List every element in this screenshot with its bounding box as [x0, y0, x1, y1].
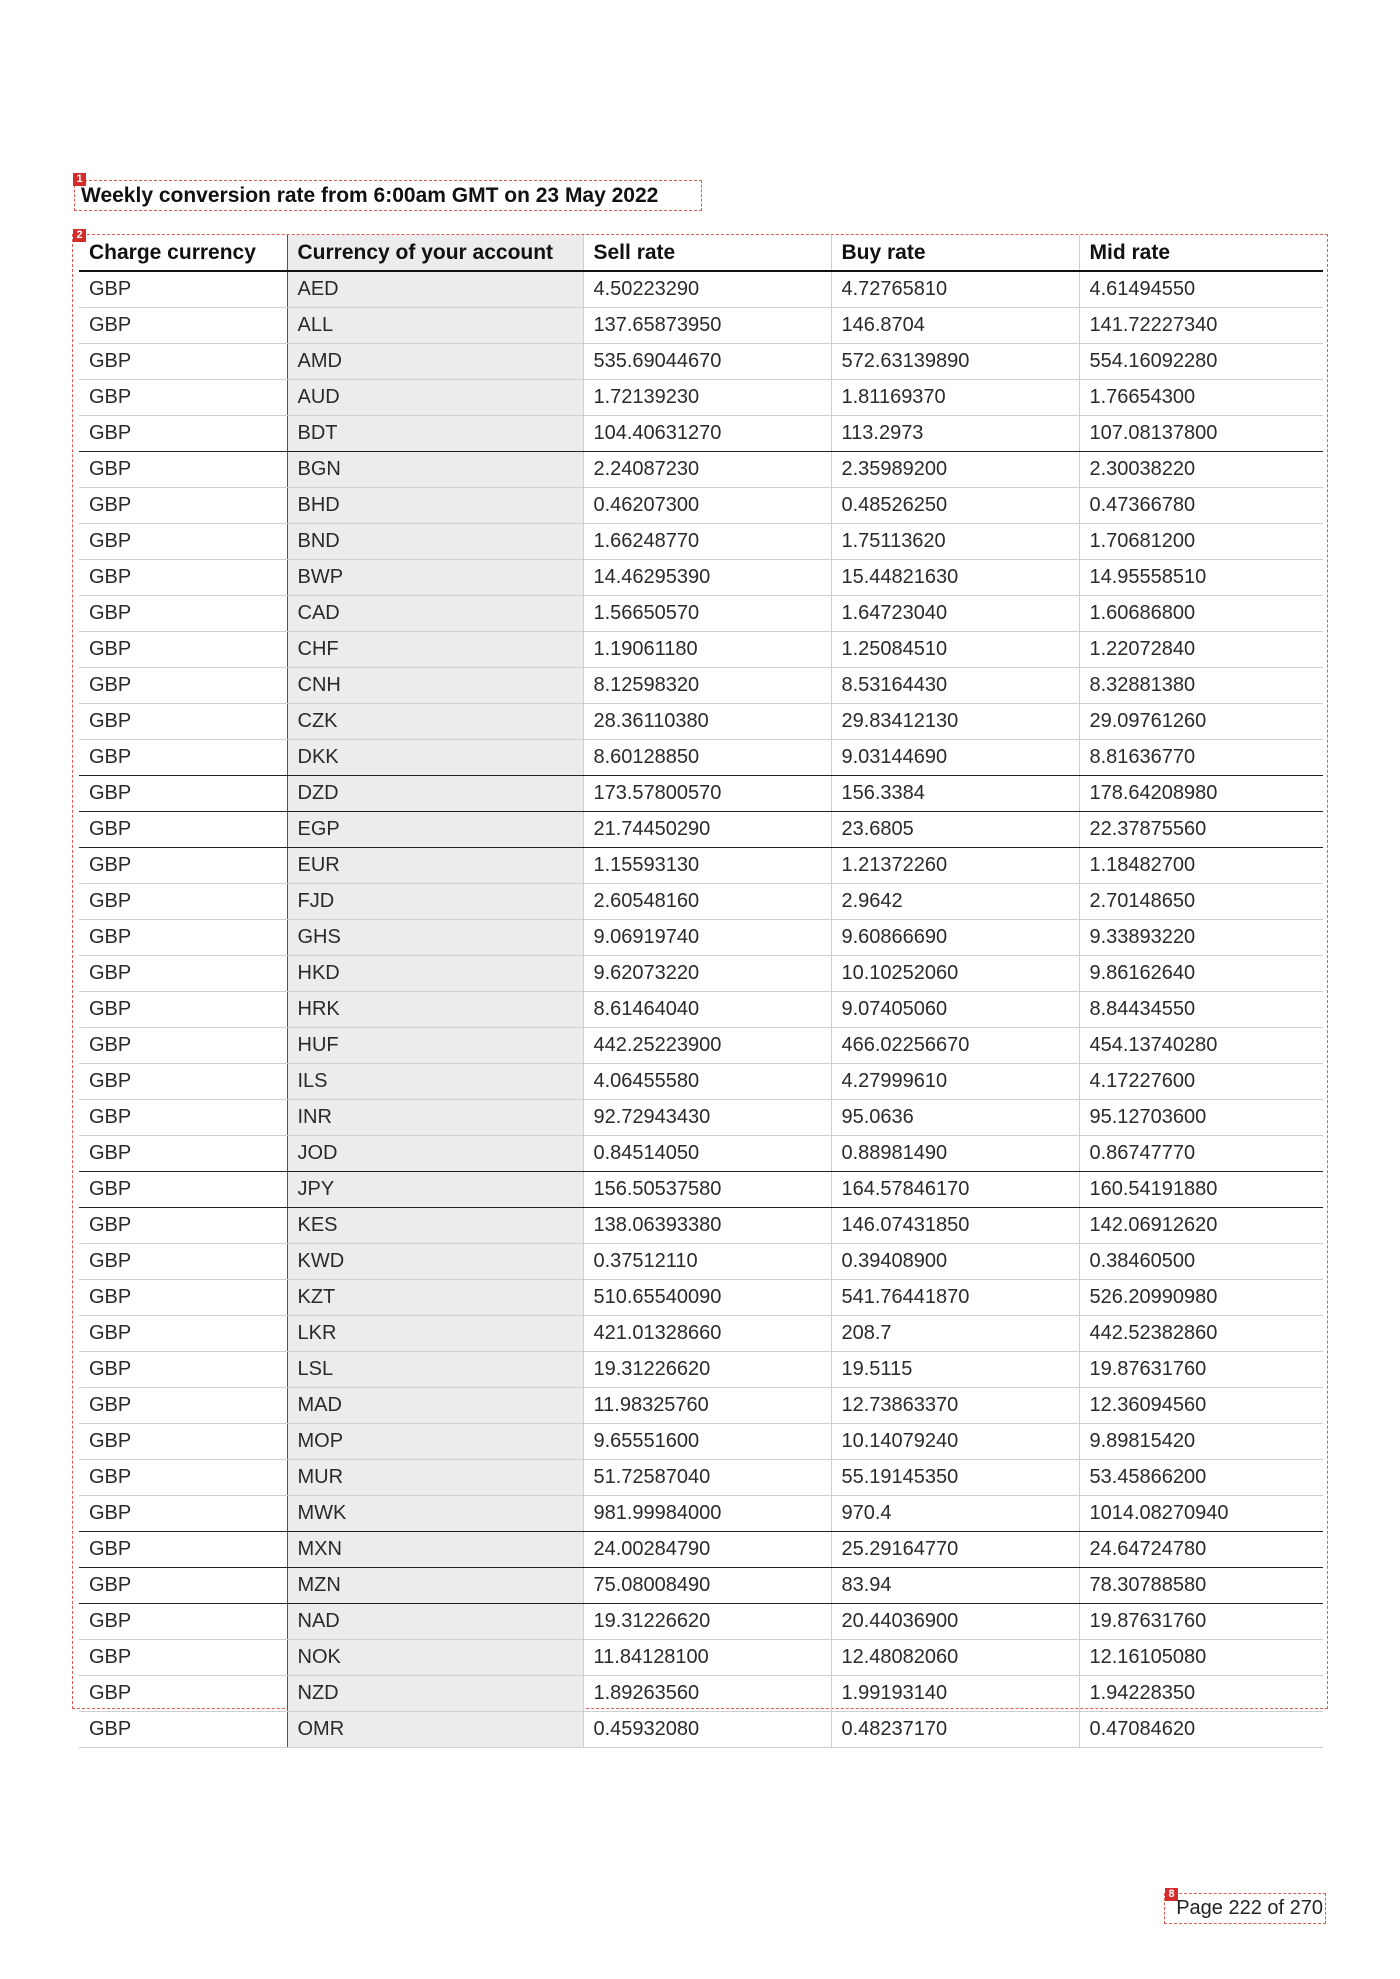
cell-mid-rate: 12.36094560 [1079, 1388, 1323, 1424]
cell-sell-rate: 173.57800570 [583, 776, 831, 812]
cell-account-currency: NAD [287, 1604, 583, 1640]
cell-buy-rate: 10.14079240 [831, 1424, 1079, 1460]
cell-account-currency: CZK [287, 704, 583, 740]
cell-buy-rate: 572.63139890 [831, 344, 1079, 380]
cell-sell-rate: 1.15593130 [583, 848, 831, 884]
cell-mid-rate: 554.16092280 [1079, 344, 1323, 380]
cell-buy-rate: 10.10252060 [831, 956, 1079, 992]
table-row [79, 1496, 1323, 1532]
table-row [79, 1568, 1323, 1604]
table-row [79, 992, 1323, 1028]
cell-buy-rate: 1.25084510 [831, 632, 1079, 668]
table-row [79, 1352, 1323, 1388]
cell-mid-rate: 1.22072840 [1079, 632, 1323, 668]
cell-mid-rate: 8.32881380 [1079, 668, 1323, 704]
cell-sell-rate: 0.45932080 [583, 1712, 831, 1748]
table-row [79, 308, 1323, 344]
cell-buy-rate: 12.48082060 [831, 1640, 1079, 1676]
cell-charge-currency: GBP [79, 1028, 287, 1064]
cell-sell-rate: 2.60548160 [583, 884, 831, 920]
cell-account-currency: CNH [287, 668, 583, 704]
cell-mid-rate: 95.12703600 [1079, 1100, 1323, 1136]
cell-charge-currency: GBP [79, 1280, 287, 1316]
cell-charge-currency: GBP [79, 1640, 287, 1676]
cell-account-currency: LSL [287, 1352, 583, 1388]
table-row [79, 1424, 1323, 1460]
table-row [79, 1208, 1323, 1244]
cell-buy-rate: 208.7 [831, 1316, 1079, 1352]
cell-account-currency: BWP [287, 560, 583, 596]
cell-account-currency: AED [287, 271, 583, 308]
cell-charge-currency: GBP [79, 1316, 287, 1352]
cell-account-currency: MOP [287, 1424, 583, 1460]
cell-sell-rate: 75.08008490 [583, 1568, 831, 1604]
cell-buy-rate: 95.0636 [831, 1100, 1079, 1136]
cell-buy-rate: 19.5115 [831, 1352, 1079, 1388]
cell-buy-rate: 113.2973 [831, 416, 1079, 452]
region-marker-8: 8 [1165, 1888, 1178, 1901]
cell-sell-rate: 442.25223900 [583, 1028, 831, 1064]
cell-sell-rate: 4.06455580 [583, 1064, 831, 1100]
table-row [79, 416, 1323, 452]
cell-mid-rate: 178.64208980 [1079, 776, 1323, 812]
table-row [79, 740, 1323, 776]
cell-account-currency: KWD [287, 1244, 583, 1280]
cell-buy-rate: 146.8704 [831, 308, 1079, 344]
cell-charge-currency: GBP [79, 524, 287, 560]
table-row [79, 560, 1323, 596]
cell-buy-rate: 20.44036900 [831, 1604, 1079, 1640]
table-row [79, 1028, 1323, 1064]
cell-charge-currency: GBP [79, 1604, 287, 1640]
cell-sell-rate: 8.61464040 [583, 992, 831, 1028]
cell-charge-currency: GBP [79, 848, 287, 884]
cell-account-currency: EGP [287, 812, 583, 848]
cell-mid-rate: 107.08137800 [1079, 416, 1323, 452]
cell-charge-currency: GBP [79, 1064, 287, 1100]
cell-charge-currency: GBP [79, 992, 287, 1028]
cell-buy-rate: 29.83412130 [831, 704, 1079, 740]
cell-charge-currency: GBP [79, 632, 287, 668]
table-row [79, 271, 1323, 308]
cell-account-currency: FJD [287, 884, 583, 920]
cell-buy-rate: 15.44821630 [831, 560, 1079, 596]
cell-buy-rate: 55.19145350 [831, 1460, 1079, 1496]
cell-mid-rate: 22.37875560 [1079, 812, 1323, 848]
table-row [79, 344, 1323, 380]
cell-charge-currency: GBP [79, 416, 287, 452]
table-header-row [79, 235, 1323, 271]
table-row [79, 1280, 1323, 1316]
table-row [79, 1460, 1323, 1496]
cell-mid-rate: 141.72227340 [1079, 308, 1323, 344]
cell-charge-currency: GBP [79, 1244, 287, 1280]
table-row [79, 524, 1323, 560]
table-row [79, 1604, 1323, 1640]
cell-buy-rate: 2.9642 [831, 884, 1079, 920]
cell-account-currency: MWK [287, 1496, 583, 1532]
page-title: Weekly conversion rate from 6:00am GMT on 23 May 2022 [81, 184, 659, 207]
page-number: Page 222 of 270 [1176, 1897, 1323, 1919]
cell-charge-currency: GBP [79, 1172, 287, 1208]
table-row [79, 596, 1323, 632]
cell-buy-rate: 9.07405060 [831, 992, 1079, 1028]
cell-mid-rate: 19.87631760 [1079, 1604, 1323, 1640]
cell-sell-rate: 51.72587040 [583, 1460, 831, 1496]
cell-buy-rate: 1.75113620 [831, 524, 1079, 560]
cell-buy-rate: 1.21372260 [831, 848, 1079, 884]
cell-mid-rate: 1.18482700 [1079, 848, 1323, 884]
cell-charge-currency: GBP [79, 704, 287, 740]
cell-sell-rate: 535.69044670 [583, 344, 831, 380]
cell-charge-currency: GBP [79, 452, 287, 488]
cell-buy-rate: 9.03144690 [831, 740, 1079, 776]
cell-sell-rate: 0.46207300 [583, 488, 831, 524]
header-sell-rate: Sell rate [583, 235, 831, 271]
cell-sell-rate: 19.31226620 [583, 1604, 831, 1640]
cell-mid-rate: 19.87631760 [1079, 1352, 1323, 1388]
cell-mid-rate: 2.30038220 [1079, 452, 1323, 488]
cell-buy-rate: 8.53164430 [831, 668, 1079, 704]
cell-account-currency: CAD [287, 596, 583, 632]
cell-mid-rate: 78.30788580 [1079, 1568, 1323, 1604]
cell-mid-rate: 1.70681200 [1079, 524, 1323, 560]
table-row [79, 1712, 1323, 1748]
table-row [79, 632, 1323, 668]
region-marker-1: 1 [73, 173, 86, 186]
cell-sell-rate: 137.65873950 [583, 308, 831, 344]
cell-sell-rate: 1.19061180 [583, 632, 831, 668]
table-row [79, 452, 1323, 488]
table-row [79, 704, 1323, 740]
cell-buy-rate: 4.27999610 [831, 1064, 1079, 1100]
cell-account-currency: NZD [287, 1676, 583, 1712]
cell-mid-rate: 14.95558510 [1079, 560, 1323, 596]
cell-buy-rate: 25.29164770 [831, 1532, 1079, 1568]
table-row [79, 1640, 1323, 1676]
table-row [79, 1244, 1323, 1280]
cell-sell-rate: 421.01328660 [583, 1316, 831, 1352]
cell-buy-rate: 164.57846170 [831, 1172, 1079, 1208]
cell-sell-rate: 9.06919740 [583, 920, 831, 956]
table-row [79, 380, 1323, 416]
table-row [79, 776, 1323, 812]
cell-charge-currency: GBP [79, 740, 287, 776]
cell-charge-currency: GBP [79, 1100, 287, 1136]
cell-account-currency: OMR [287, 1712, 583, 1748]
cell-account-currency: BGN [287, 452, 583, 488]
cell-mid-rate: 0.38460500 [1079, 1244, 1323, 1280]
cell-sell-rate: 0.37512110 [583, 1244, 831, 1280]
cell-account-currency: KES [287, 1208, 583, 1244]
cell-charge-currency: GBP [79, 1568, 287, 1604]
cell-mid-rate: 160.54191880 [1079, 1172, 1323, 1208]
cell-buy-rate: 1.81169370 [831, 380, 1079, 416]
cell-sell-rate: 1.56650570 [583, 596, 831, 632]
cell-mid-rate: 24.64724780 [1079, 1532, 1323, 1568]
cell-account-currency: GHS [287, 920, 583, 956]
cell-charge-currency: GBP [79, 308, 287, 344]
cell-buy-rate: 1.99193140 [831, 1676, 1079, 1712]
table-row [79, 1064, 1323, 1100]
table-row [79, 1532, 1323, 1568]
cell-charge-currency: GBP [79, 812, 287, 848]
cell-account-currency: JOD [287, 1136, 583, 1172]
title-region [74, 173, 702, 211]
table-row [79, 1172, 1323, 1208]
cell-account-currency: CHF [287, 632, 583, 668]
cell-sell-rate: 8.12598320 [583, 668, 831, 704]
cell-charge-currency: GBP [79, 1532, 287, 1568]
cell-charge-currency: GBP [79, 596, 287, 632]
cell-charge-currency: GBP [79, 1676, 287, 1712]
cell-charge-currency: GBP [79, 776, 287, 812]
cell-account-currency: DZD [287, 776, 583, 812]
cell-sell-rate: 1.66248770 [583, 524, 831, 560]
cell-sell-rate: 1.89263560 [583, 1676, 831, 1712]
cell-account-currency: ALL [287, 308, 583, 344]
cell-buy-rate: 156.3384 [831, 776, 1079, 812]
cell-account-currency: HRK [287, 992, 583, 1028]
cell-sell-rate: 8.60128850 [583, 740, 831, 776]
cell-mid-rate: 9.33893220 [1079, 920, 1323, 956]
cell-charge-currency: GBP [79, 884, 287, 920]
cell-buy-rate: 23.6805 [831, 812, 1079, 848]
cell-mid-rate: 1.94228350 [1079, 1676, 1323, 1712]
cell-buy-rate: 541.76441870 [831, 1280, 1079, 1316]
cell-sell-rate: 11.98325760 [583, 1388, 831, 1424]
cell-charge-currency: GBP [79, 271, 287, 308]
cell-buy-rate: 970.4 [831, 1496, 1079, 1532]
cell-account-currency: KZT [287, 1280, 583, 1316]
cell-mid-rate: 526.20990980 [1079, 1280, 1323, 1316]
cell-sell-rate: 1.72139230 [583, 380, 831, 416]
cell-sell-rate: 19.31226620 [583, 1352, 831, 1388]
table-row [79, 812, 1323, 848]
cell-sell-rate: 21.74450290 [583, 812, 831, 848]
cell-charge-currency: GBP [79, 920, 287, 956]
cell-charge-currency: GBP [79, 380, 287, 416]
cell-account-currency: AMD [287, 344, 583, 380]
cell-charge-currency: GBP [79, 1136, 287, 1172]
cell-charge-currency: GBP [79, 344, 287, 380]
cell-account-currency: NOK [287, 1640, 583, 1676]
cell-mid-rate: 0.47366780 [1079, 488, 1323, 524]
conversion-rate-table [79, 235, 1323, 1748]
cell-sell-rate: 9.65551600 [583, 1424, 831, 1460]
cell-sell-rate: 981.99984000 [583, 1496, 831, 1532]
cell-buy-rate: 0.48526250 [831, 488, 1079, 524]
table-row [79, 1388, 1323, 1424]
cell-mid-rate: 1.76654300 [1079, 380, 1323, 416]
cell-account-currency: JPY [287, 1172, 583, 1208]
cell-buy-rate: 1.64723040 [831, 596, 1079, 632]
cell-mid-rate: 4.61494550 [1079, 271, 1323, 308]
table-row [79, 488, 1323, 524]
cell-sell-rate: 0.84514050 [583, 1136, 831, 1172]
cell-mid-rate: 9.86162640 [1079, 956, 1323, 992]
cell-buy-rate: 0.88981490 [831, 1136, 1079, 1172]
cell-charge-currency: GBP [79, 1208, 287, 1244]
cell-account-currency: MXN [287, 1532, 583, 1568]
cell-charge-currency: GBP [79, 560, 287, 596]
cell-buy-rate: 2.35989200 [831, 452, 1079, 488]
cell-account-currency: BND [287, 524, 583, 560]
cell-account-currency: AUD [287, 380, 583, 416]
cell-buy-rate: 12.73863370 [831, 1388, 1079, 1424]
cell-sell-rate: 14.46295390 [583, 560, 831, 596]
cell-account-currency: BHD [287, 488, 583, 524]
cell-account-currency: MUR [287, 1460, 583, 1496]
table-row [79, 668, 1323, 704]
table-row [79, 920, 1323, 956]
cell-charge-currency: GBP [79, 1496, 287, 1532]
table-row [79, 1100, 1323, 1136]
cell-account-currency: MAD [287, 1388, 583, 1424]
table-row [79, 956, 1323, 992]
cell-mid-rate: 53.45866200 [1079, 1460, 1323, 1496]
cell-account-currency: LKR [287, 1316, 583, 1352]
cell-account-currency: DKK [287, 740, 583, 776]
cell-sell-rate: 28.36110380 [583, 704, 831, 740]
table-row [79, 1676, 1323, 1712]
cell-sell-rate: 2.24087230 [583, 452, 831, 488]
cell-mid-rate: 4.17227600 [1079, 1064, 1323, 1100]
cell-sell-rate: 24.00284790 [583, 1532, 831, 1568]
table-region [72, 229, 1328, 1740]
cell-sell-rate: 104.40631270 [583, 416, 831, 452]
cell-sell-rate: 9.62073220 [583, 956, 831, 992]
table-row [79, 884, 1323, 920]
cell-account-currency: EUR [287, 848, 583, 884]
cell-buy-rate: 4.72765810 [831, 271, 1079, 308]
cell-charge-currency: GBP [79, 1460, 287, 1496]
cell-mid-rate: 8.81636770 [1079, 740, 1323, 776]
cell-sell-rate: 4.50223290 [583, 271, 831, 308]
cell-buy-rate: 146.07431850 [831, 1208, 1079, 1244]
cell-charge-currency: GBP [79, 668, 287, 704]
cell-buy-rate: 0.48237170 [831, 1712, 1079, 1748]
cell-mid-rate: 442.52382860 [1079, 1316, 1323, 1352]
header-mid-rate: Mid rate [1079, 235, 1323, 271]
cell-buy-rate: 83.94 [831, 1568, 1079, 1604]
cell-sell-rate: 156.50537580 [583, 1172, 831, 1208]
cell-mid-rate: 0.47084620 [1079, 1712, 1323, 1748]
cell-account-currency: MZN [287, 1568, 583, 1604]
cell-mid-rate: 12.16105080 [1079, 1640, 1323, 1676]
region-marker-2: 2 [73, 229, 86, 242]
table-row [79, 1136, 1323, 1172]
cell-account-currency: ILS [287, 1064, 583, 1100]
cell-charge-currency: GBP [79, 1424, 287, 1460]
cell-sell-rate: 11.84128100 [583, 1640, 831, 1676]
cell-mid-rate: 454.13740280 [1079, 1028, 1323, 1064]
cell-mid-rate: 2.70148650 [1079, 884, 1323, 920]
cell-mid-rate: 142.06912620 [1079, 1208, 1323, 1244]
cell-charge-currency: GBP [79, 1388, 287, 1424]
cell-buy-rate: 9.60866690 [831, 920, 1079, 956]
cell-mid-rate: 1014.08270940 [1079, 1496, 1323, 1532]
header-charge-currency: Charge currency [79, 235, 287, 271]
header-buy-rate: Buy rate [831, 235, 1079, 271]
cell-mid-rate: 9.89815420 [1079, 1424, 1323, 1460]
cell-charge-currency: GBP [79, 1352, 287, 1388]
cell-sell-rate: 138.06393380 [583, 1208, 831, 1244]
header-account-currency: Currency of your account [287, 235, 583, 271]
cell-charge-currency: GBP [79, 488, 287, 524]
cell-account-currency: BDT [287, 416, 583, 452]
cell-account-currency: HKD [287, 956, 583, 992]
cell-buy-rate: 0.39408900 [831, 1244, 1079, 1280]
cell-sell-rate: 510.65540090 [583, 1280, 831, 1316]
cell-buy-rate: 466.02256670 [831, 1028, 1079, 1064]
cell-account-currency: INR [287, 1100, 583, 1136]
table-row [79, 1316, 1323, 1352]
cell-sell-rate: 92.72943430 [583, 1100, 831, 1136]
cell-mid-rate: 1.60686800 [1079, 596, 1323, 632]
cell-charge-currency: GBP [79, 1712, 287, 1748]
cell-mid-rate: 29.09761260 [1079, 704, 1323, 740]
cell-mid-rate: 0.86747770 [1079, 1136, 1323, 1172]
cell-account-currency: HUF [287, 1028, 583, 1064]
table-row [79, 848, 1323, 884]
page-number-region [1164, 1888, 1326, 1924]
cell-mid-rate: 8.84434550 [1079, 992, 1323, 1028]
cell-charge-currency: GBP [79, 956, 287, 992]
